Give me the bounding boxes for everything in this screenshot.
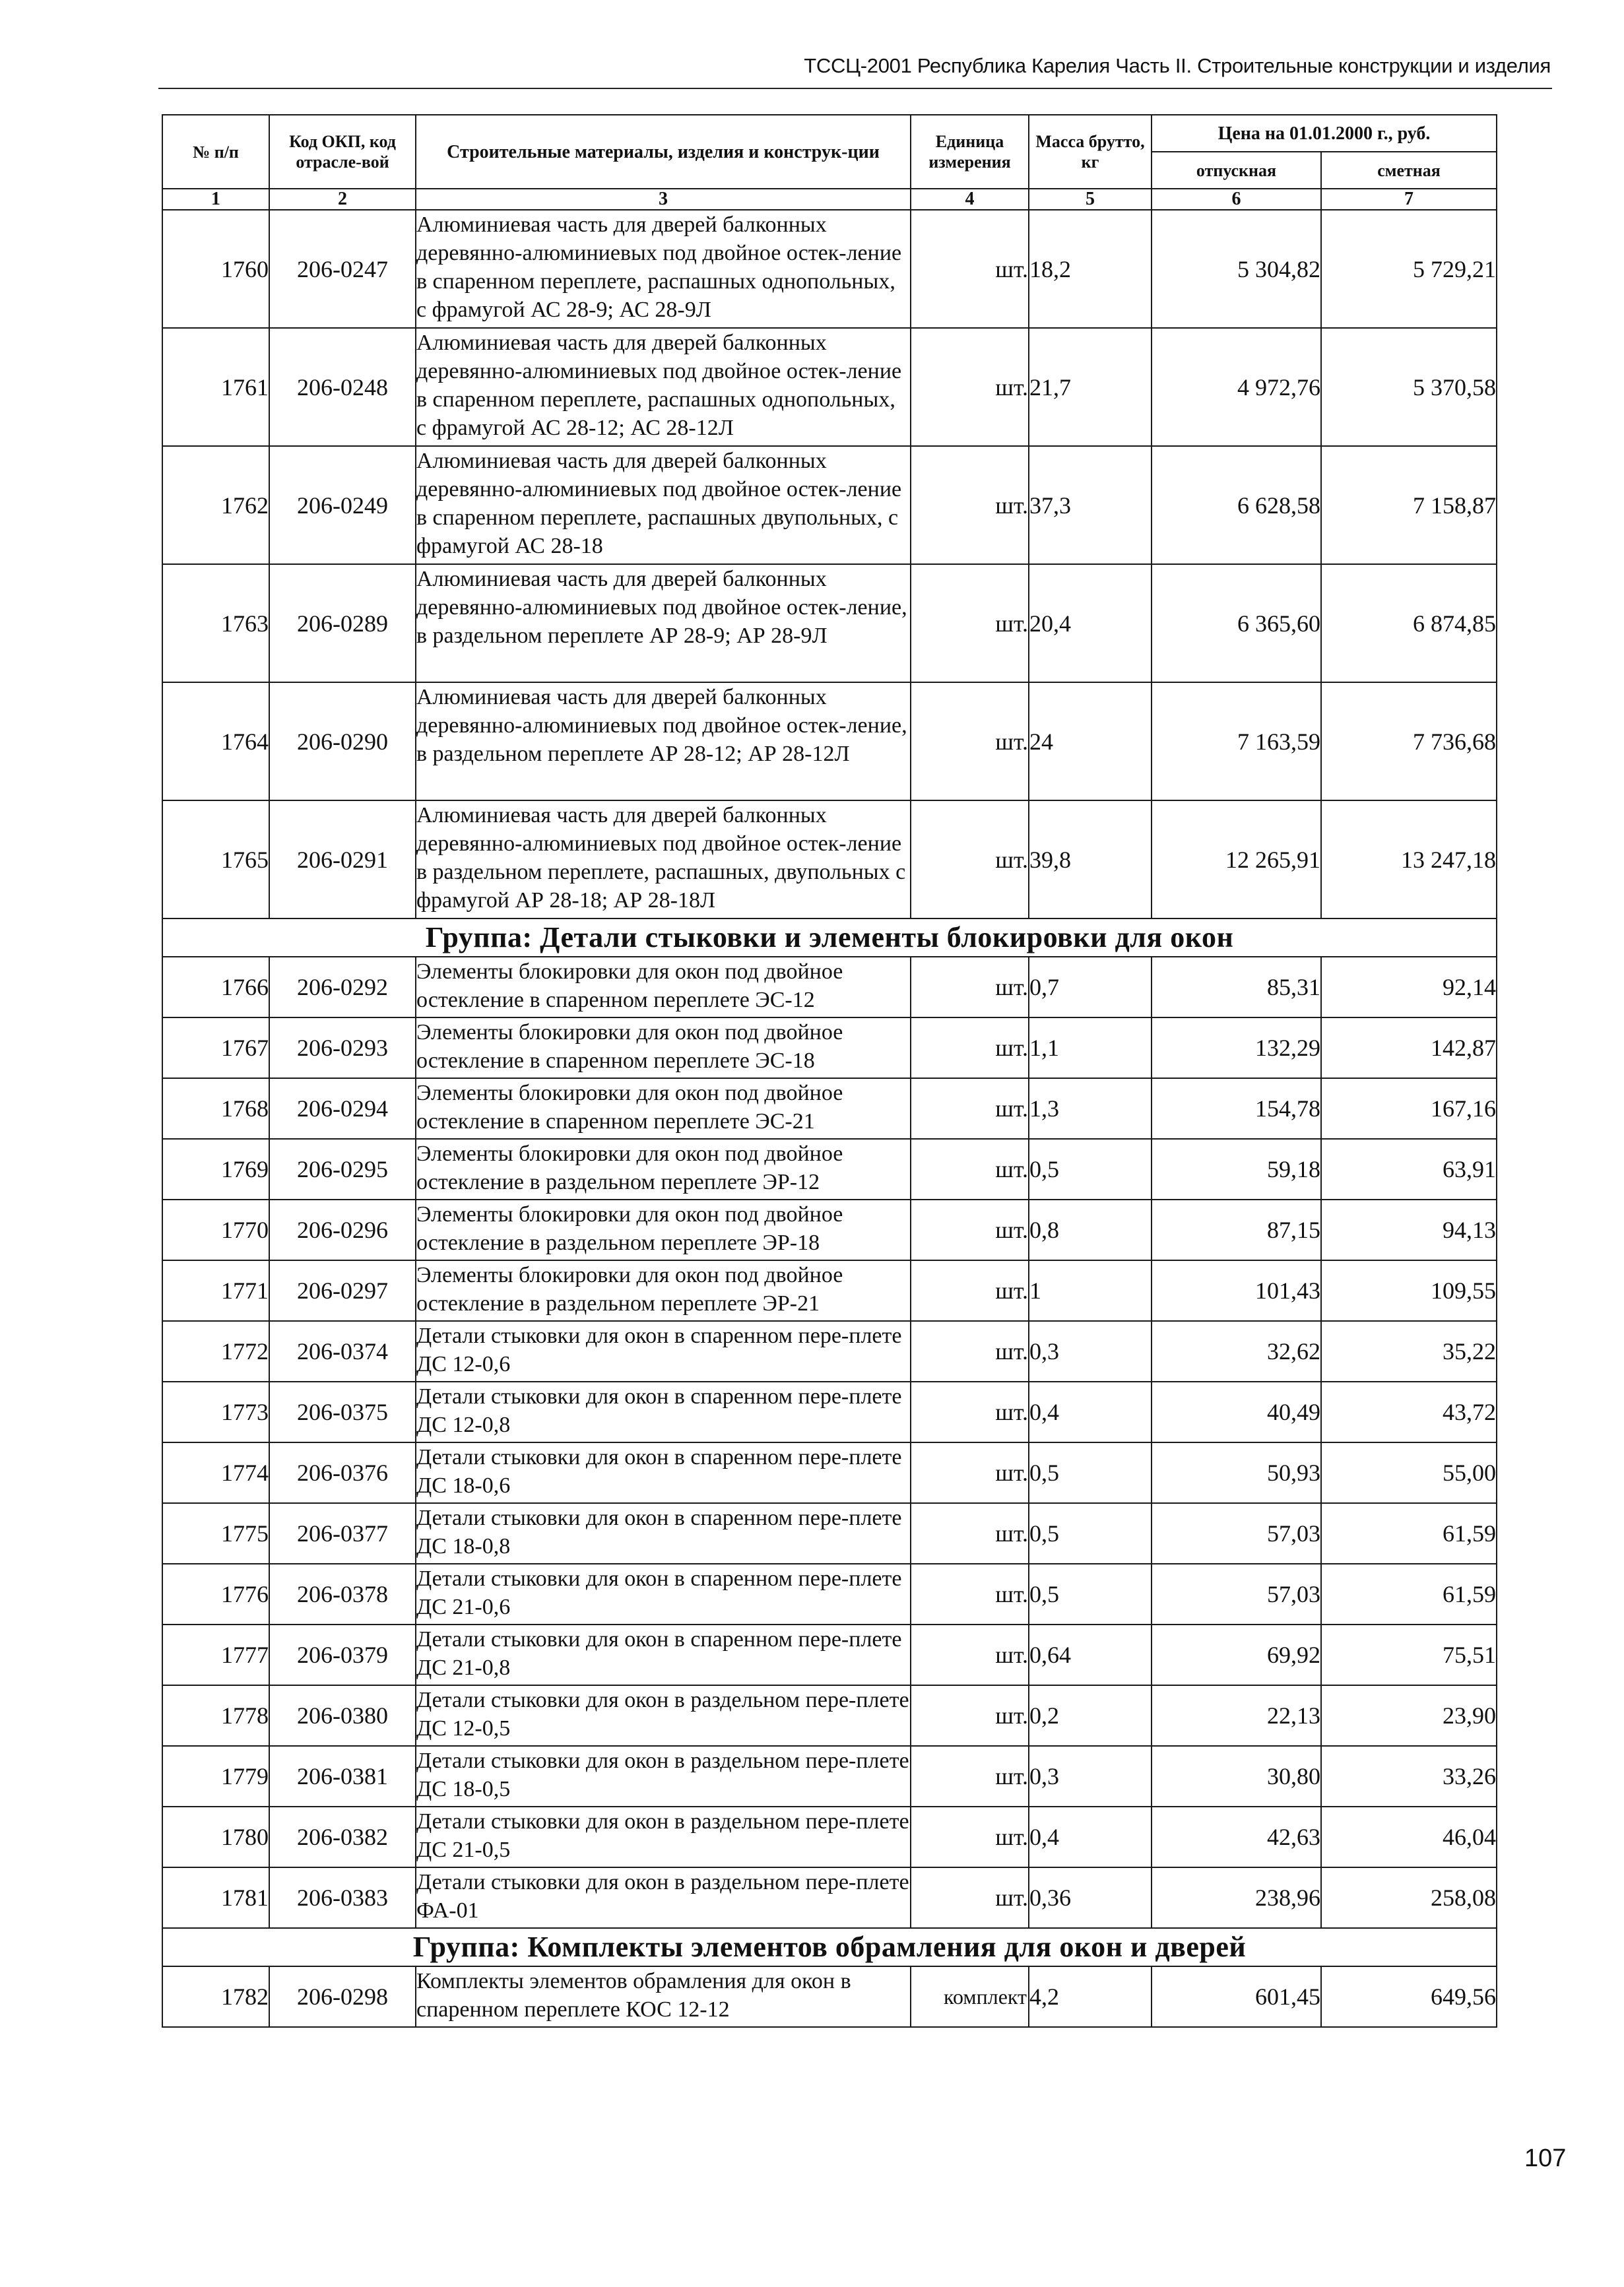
gross-mass-cell: 1 [1029, 1260, 1152, 1321]
row-number-cell: 1765 [162, 800, 269, 918]
unit-cell: шт. [911, 1321, 1029, 1382]
price-release-cell: 42,63 [1152, 1807, 1321, 1867]
price-release-cell: 601,45 [1152, 1966, 1321, 2027]
col-header-price-group: Цена на 01.01.2000 г., руб. [1152, 115, 1497, 152]
column-number: 1 [162, 189, 269, 210]
price-estimate-cell: 5 729,21 [1321, 210, 1497, 328]
price-estimate-cell: 6 874,85 [1321, 564, 1497, 682]
price-estimate-cell: 13 247,18 [1321, 800, 1497, 918]
price-estimate-cell: 35,22 [1321, 1321, 1497, 1382]
gross-mass-cell: 0,2 [1029, 1685, 1152, 1746]
page-number: 107 [1524, 2144, 1567, 2172]
price-release-cell: 6 628,58 [1152, 446, 1321, 564]
col-header-name: Строительные материалы, изделия и конструк-ции [416, 115, 911, 189]
price-release-cell: 59,18 [1152, 1139, 1321, 1200]
gross-mass-cell: 0,64 [1029, 1625, 1152, 1685]
row-number-cell: 1771 [162, 1260, 269, 1321]
column-number: 4 [911, 189, 1029, 210]
item-name-cell: Комплекты элементов обрамления для окон в спаренном переплете КОС 12-12 [416, 1966, 911, 2027]
price-release-cell: 7 163,59 [1152, 682, 1321, 800]
gross-mass-cell: 0,5 [1029, 1442, 1152, 1503]
price-release-cell: 30,80 [1152, 1746, 1321, 1807]
gross-mass-cell: 0,5 [1029, 1564, 1152, 1625]
price-release-cell: 85,31 [1152, 957, 1321, 1017]
okp-code-cell: 206-0249 [269, 446, 416, 564]
okp-code-cell: 206-0383 [269, 1867, 416, 1928]
item-name-cell: Детали стыковки для окон в спаренном пере-плете ДС 21-0,6 [416, 1564, 911, 1625]
gross-mass-cell: 1,3 [1029, 1078, 1152, 1139]
okp-code-cell: 206-0292 [269, 957, 416, 1017]
price-release-cell: 87,15 [1152, 1200, 1321, 1260]
unit-cell: шт. [911, 1260, 1029, 1321]
price-release-cell: 132,29 [1152, 1017, 1321, 1078]
okp-code-cell: 206-0297 [269, 1260, 416, 1321]
price-release-cell: 57,03 [1152, 1503, 1321, 1564]
item-name-cell: Детали стыковки для окон в спаренном пере-плете ДС 12-0,6 [416, 1321, 911, 1382]
row-number-cell: 1770 [162, 1200, 269, 1260]
price-release-cell: 238,96 [1152, 1867, 1321, 1928]
price-estimate-cell: 75,51 [1321, 1625, 1497, 1685]
price-estimate-cell: 46,04 [1321, 1807, 1497, 1867]
unit-cell: шт. [911, 446, 1029, 564]
row-number-cell: 1760 [162, 210, 269, 328]
row-number-cell: 1777 [162, 1625, 269, 1685]
price-estimate-cell: 55,00 [1321, 1442, 1497, 1503]
unit-cell: шт. [911, 210, 1029, 328]
unit-cell: шт. [911, 1200, 1029, 1260]
unit-cell: шт. [911, 1746, 1029, 1807]
row-number-cell: 1780 [162, 1807, 269, 1867]
price-release-cell: 57,03 [1152, 1564, 1321, 1625]
unit-cell: шт. [911, 1867, 1029, 1928]
item-name-cell: Алюминиевая часть для дверей балконных деревянно-алюминиевых под двойное остек-ление в спаренном переплете, распашных однопольных, с фрамугой АС 28-12; АС 28-12Л [416, 328, 911, 446]
row-number-cell: 1775 [162, 1503, 269, 1564]
row-number-cell: 1762 [162, 446, 269, 564]
gross-mass-cell: 0,7 [1029, 957, 1152, 1017]
table-row [162, 1078, 1497, 1139]
okp-code-cell: 206-0295 [269, 1139, 416, 1200]
unit-cell: шт. [911, 328, 1029, 446]
gross-mass-cell: 1,1 [1029, 1017, 1152, 1078]
table-row [162, 1746, 1497, 1807]
okp-code-cell: 206-0290 [269, 682, 416, 800]
price-estimate-cell: 258,08 [1321, 1867, 1497, 1928]
gross-mass-cell: 37,3 [1029, 446, 1152, 564]
okp-code-cell: 206-0375 [269, 1382, 416, 1442]
row-number-cell: 1779 [162, 1746, 269, 1807]
table-row [162, 1442, 1497, 1503]
row-number-cell: 1778 [162, 1685, 269, 1746]
item-name-cell: Детали стыковки для окон в спаренном пере-плете ДС 18-0,6 [416, 1442, 911, 1503]
row-number-cell: 1772 [162, 1321, 269, 1382]
unit-cell: комплект [911, 1966, 1029, 2027]
okp-code-cell: 206-0296 [269, 1200, 416, 1260]
table-row [162, 682, 1497, 800]
column-number: 7 [1321, 189, 1497, 210]
table-row [162, 1625, 1497, 1685]
item-name-cell: Алюминиевая часть для дверей балконных деревянно-алюминиевых под двойное остек-ление в спаренном переплете, распашных двупольных, с фрамугой АС 28-18 [416, 446, 911, 564]
price-estimate-cell: 23,90 [1321, 1685, 1497, 1746]
gross-mass-cell: 0,8 [1029, 1200, 1152, 1260]
header-row-1 [162, 115, 1497, 152]
item-name-cell: Детали стыковки для окон в раздельном пере-плете ДС 12-0,5 [416, 1685, 911, 1746]
item-name-cell: Алюминиевая часть для дверей балконных деревянно-алюминиевых под двойное остек-ление в раздельном переплете, распашных, двупольных с фрамугой АР 28-18; АР 28-18Л [416, 800, 911, 918]
table-row [162, 1017, 1497, 1078]
price-estimate-cell: 649,56 [1321, 1966, 1497, 2027]
okp-code-cell: 206-0291 [269, 800, 416, 918]
okp-code-cell: 206-0381 [269, 1746, 416, 1807]
running-header: ТССЦ-2001 Республика Карелия Часть II. Строительные конструкции и изделия [804, 54, 1551, 77]
gross-mass-cell: 39,8 [1029, 800, 1152, 918]
unit-cell: шт. [911, 1685, 1029, 1746]
table-row [162, 1807, 1497, 1867]
unit-cell: шт. [911, 564, 1029, 682]
gross-mass-cell: 0,4 [1029, 1807, 1152, 1867]
table-row [162, 957, 1497, 1017]
row-number-cell: 1768 [162, 1078, 269, 1139]
okp-code-cell: 206-0248 [269, 328, 416, 446]
gross-mass-cell: 21,7 [1029, 328, 1152, 446]
okp-code-cell: 206-0247 [269, 210, 416, 328]
okp-code-cell: 206-0289 [269, 564, 416, 682]
okp-code-cell: 206-0379 [269, 1625, 416, 1685]
column-number: 2 [269, 189, 416, 210]
row-number-cell: 1769 [162, 1139, 269, 1200]
okp-code-cell: 206-0294 [269, 1078, 416, 1139]
item-name-cell: Элементы блокировки для окон под двойное остекление в раздельном переплете ЭР-18 [416, 1200, 911, 1260]
column-number-row [162, 189, 1497, 210]
item-name-cell: Детали стыковки для окон в спаренном пере-плете ДС 18-0,8 [416, 1503, 911, 1564]
col-header-unit: Единица измерения [911, 115, 1029, 189]
group-title: Группа: Детали стыковки и элементы блокировки для окон [162, 918, 1497, 957]
price-estimate-cell: 7 158,87 [1321, 446, 1497, 564]
price-release-cell: 4 972,76 [1152, 328, 1321, 446]
row-number-cell: 1782 [162, 1966, 269, 2027]
gross-mass-cell: 4,2 [1029, 1966, 1152, 2027]
okp-code-cell: 206-0380 [269, 1685, 416, 1746]
gross-mass-cell: 0,36 [1029, 1867, 1152, 1928]
row-number-cell: 1781 [162, 1867, 269, 1928]
item-name-cell: Детали стыковки для окон в спаренном пере-плете ДС 21-0,8 [416, 1625, 911, 1685]
price-estimate-cell: 43,72 [1321, 1382, 1497, 1442]
price-release-cell: 154,78 [1152, 1078, 1321, 1139]
price-release-cell: 5 304,82 [1152, 210, 1321, 328]
table-row [162, 446, 1497, 564]
gross-mass-cell: 0,5 [1029, 1139, 1152, 1200]
col-header-price-release: отпускная [1152, 152, 1321, 189]
table-row [162, 1966, 1497, 2027]
item-name-cell: Детали стыковки для окон в спаренном пере-плете ДС 12-0,8 [416, 1382, 911, 1442]
table-row [162, 1564, 1497, 1625]
row-number-cell: 1763 [162, 564, 269, 682]
unit-cell: шт. [911, 957, 1029, 1017]
price-table [162, 114, 1497, 2028]
okp-code-cell: 206-0298 [269, 1966, 416, 2027]
col-header-code: Код ОКП, код отрасле-вой [269, 115, 416, 189]
row-number-cell: 1773 [162, 1382, 269, 1442]
row-number-cell: 1774 [162, 1442, 269, 1503]
row-number-cell: 1766 [162, 957, 269, 1017]
price-estimate-cell: 63,91 [1321, 1139, 1497, 1200]
table-row [162, 1200, 1497, 1260]
item-name-cell: Элементы блокировки для окон под двойное остекление в спаренном переплете ЭС-18 [416, 1017, 911, 1078]
table-row [162, 1685, 1497, 1746]
item-name-cell: Элементы блокировки для окон под двойное остекление в раздельном переплете ЭР-21 [416, 1260, 911, 1321]
item-name-cell: Детали стыковки для окон в раздельном пере-плете ФА-01 [416, 1867, 911, 1928]
unit-cell: шт. [911, 1807, 1029, 1867]
price-estimate-cell: 109,55 [1321, 1260, 1497, 1321]
unit-cell: шт. [911, 682, 1029, 800]
okp-code-cell: 206-0377 [269, 1503, 416, 1564]
row-number-cell: 1764 [162, 682, 269, 800]
column-number: 5 [1029, 189, 1152, 210]
col-header-num: № п/п [162, 115, 269, 189]
unit-cell: шт. [911, 1503, 1029, 1564]
gross-mass-cell: 0,3 [1029, 1321, 1152, 1382]
unit-cell: шт. [911, 1078, 1029, 1139]
gross-mass-cell: 20,4 [1029, 564, 1152, 682]
item-name-cell: Алюминиевая часть для дверей балконных деревянно-алюминиевых под двойное остек-ление, в раздельном переплете АР 28-12; АР 28-12Л [416, 682, 911, 800]
col-header-price-estimate: сметная [1321, 152, 1497, 189]
gross-mass-cell: 24 [1029, 682, 1152, 800]
price-estimate-cell: 33,26 [1321, 1746, 1497, 1807]
price-estimate-cell: 142,87 [1321, 1017, 1497, 1078]
price-release-cell: 12 265,91 [1152, 800, 1321, 918]
price-release-cell: 22,13 [1152, 1685, 1321, 1746]
unit-cell: шт. [911, 1442, 1029, 1503]
unit-cell: шт. [911, 1017, 1029, 1078]
row-number-cell: 1761 [162, 328, 269, 446]
price-estimate-cell: 61,59 [1321, 1503, 1497, 1564]
unit-cell: шт. [911, 1139, 1029, 1200]
unit-cell: шт. [911, 1625, 1029, 1685]
table-row [162, 1503, 1497, 1564]
price-release-cell: 50,93 [1152, 1442, 1321, 1503]
price-estimate-cell: 7 736,68 [1321, 682, 1497, 800]
unit-cell: шт. [911, 1382, 1029, 1442]
group-header-row [162, 918, 1497, 957]
item-name-cell: Алюминиевая часть для дверей балконных деревянно-алюминиевых под двойное остек-ление, в раздельном переплете АР 28-9; АР 28-9Л [416, 564, 911, 682]
unit-cell: шт. [911, 1564, 1029, 1625]
price-release-cell: 6 365,60 [1152, 564, 1321, 682]
price-estimate-cell: 61,59 [1321, 1564, 1497, 1625]
item-name-cell: Алюминиевая часть для дверей балконных деревянно-алюминиевых под двойное остек-ление в спаренном переплете, распашных однопольных, с фрамугой АС 28-9; АС 28-9Л [416, 210, 911, 328]
price-estimate-cell: 5 370,58 [1321, 328, 1497, 446]
header-rule [158, 88, 1552, 89]
price-release-cell: 40,49 [1152, 1382, 1321, 1442]
col-header-mass: Масса брутто, кг [1029, 115, 1152, 189]
okp-code-cell: 206-0382 [269, 1807, 416, 1867]
group-title: Группа: Комплекты элементов обрамления для окон и дверей [162, 1928, 1497, 1966]
unit-cell: шт. [911, 800, 1029, 918]
row-number-cell: 1776 [162, 1564, 269, 1625]
table-row [162, 564, 1497, 682]
gross-mass-cell: 0,4 [1029, 1382, 1152, 1442]
table-row [162, 328, 1497, 446]
price-release-cell: 32,62 [1152, 1321, 1321, 1382]
item-name-cell: Элементы блокировки для окон под двойное остекление в раздельном переплете ЭР-12 [416, 1139, 911, 1200]
okp-code-cell: 206-0378 [269, 1564, 416, 1625]
table-row [162, 1867, 1497, 1928]
price-estimate-cell: 167,16 [1321, 1078, 1497, 1139]
gross-mass-cell: 0,5 [1029, 1503, 1152, 1564]
item-name-cell: Элементы блокировки для окон под двойное остекление в спаренном переплете ЭС-12 [416, 957, 911, 1017]
gross-mass-cell: 0,3 [1029, 1746, 1152, 1807]
okp-code-cell: 206-0293 [269, 1017, 416, 1078]
column-number: 6 [1152, 189, 1321, 210]
table-row [162, 800, 1497, 918]
item-name-cell: Элементы блокировки для окон под двойное остекление в спаренном переплете ЭС-21 [416, 1078, 911, 1139]
price-release-cell: 69,92 [1152, 1625, 1321, 1685]
table-row [162, 1321, 1497, 1382]
item-name-cell: Детали стыковки для окон в раздельном пере-плете ДС 21-0,5 [416, 1807, 911, 1867]
table-row [162, 210, 1497, 328]
table-body [162, 210, 1497, 2027]
group-header-row [162, 1928, 1497, 1966]
table-row [162, 1260, 1497, 1321]
column-number: 3 [416, 189, 911, 210]
price-release-cell: 101,43 [1152, 1260, 1321, 1321]
okp-code-cell: 206-0376 [269, 1442, 416, 1503]
okp-code-cell: 206-0374 [269, 1321, 416, 1382]
price-estimate-cell: 94,13 [1321, 1200, 1497, 1260]
price-estimate-cell: 92,14 [1321, 957, 1497, 1017]
gross-mass-cell: 18,2 [1029, 210, 1152, 328]
table-row [162, 1382, 1497, 1442]
table-row [162, 1139, 1497, 1200]
row-number-cell: 1767 [162, 1017, 269, 1078]
item-name-cell: Детали стыковки для окон в раздельном пере-плете ДС 18-0,5 [416, 1746, 911, 1807]
